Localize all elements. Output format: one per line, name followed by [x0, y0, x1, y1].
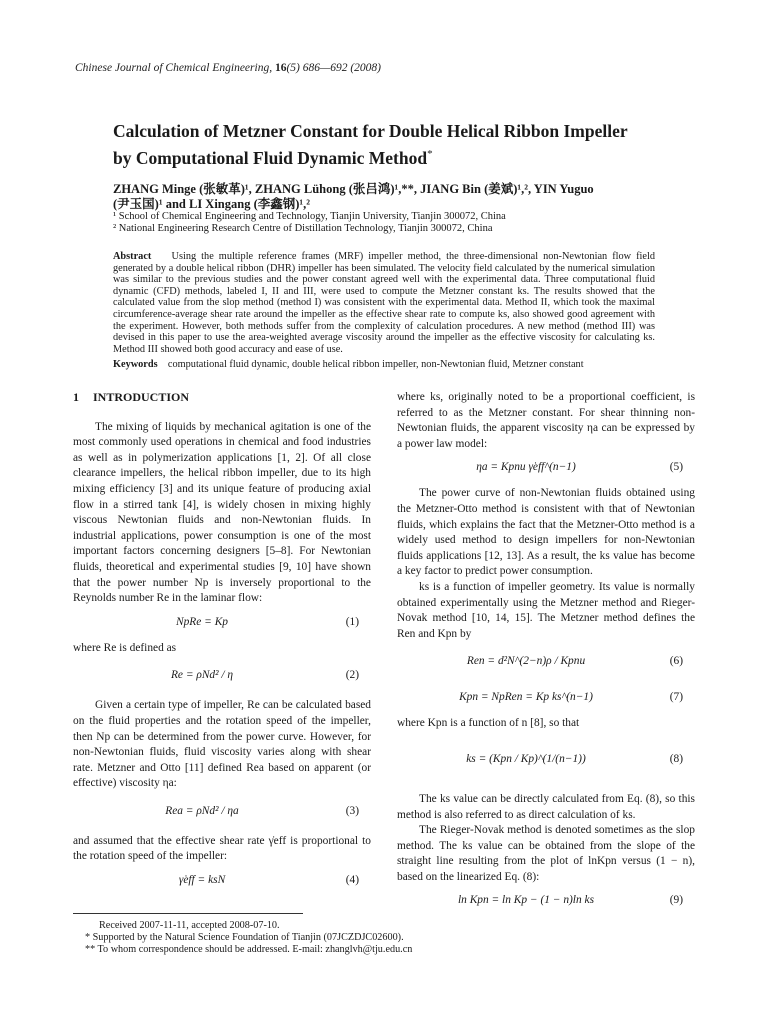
right-paragraph-1: where ks, originally noted to be a proportional coefficient, is referred to as the Metzner constant. For shear thinning non-Newtonian fluids, the apparent viscosity ηa can be expressed by a power law model:: [397, 391, 695, 450]
keywords: [113, 359, 655, 371]
equation-4-expr: γ̇eff = ksN: [178, 874, 226, 887]
author-line-2: (尹玉国)¹ and LI Xingang (李鑫钢)¹,²: [113, 197, 311, 211]
left-column: [73, 390, 371, 899]
equation-1: [73, 609, 371, 639]
equation-5-number: (5): [669, 461, 683, 474]
abstract-text: Using the multiple reference frames (MRF) impeller method, the three-dimensional non-Newtonian flow field generated by a double helical ribbon (DHR) impeller has been simulated. The velocity field calculated by the numerical simulation was similar to the previous studies and the power constant agreed well with the experimental data. Three computational fluid dynamic (CFD) methods, labeled I, II and III, were used to compute the Metzner constant ks. The results showed that the calculated value from the slop method (method I) was consistent with the experimental data. Method II, which took the maximal circumference-average shear rate around the impeller as the effective shear rate to compute ks, also showed good agreement with the experiment. However, both methods suffer from the complexity of calculation procedures. A new method (method III) was devised in this paper to use the area-weighted average viscosity around the impeller as the effective viscosity for calculating ks. Method III showed both good accuracy and ease of use.: [113, 251, 656, 355]
equation-3-number: (3): [345, 804, 359, 817]
equation-8: [397, 734, 695, 790]
footnote-funding: * Supported by the Natural Science Foundation of Tianjin (07JCZDJC02600).: [85, 932, 404, 943]
equation-9: [397, 887, 695, 917]
equation-1-expr: NpRe = Kp: [176, 615, 228, 628]
keywords-text: computational fluid dynamic, double helical ribbon impeller, non-Newtonian fluid, Metzner constant: [167, 359, 584, 370]
equation-7: [397, 684, 695, 714]
right-paragraph-2: The power curve of non-Newtonian fluids obtained using the Metzner-Otto method is consistent with that of Newtonian fluids, which explains the fact that the Metzner-Otto method is a widely used method to design impellers for non-Newtonian fluids applications [12, 13]. As a result, the ks value has become a key factor to predict power consumption.: [397, 487, 695, 578]
title-footnote-mark: *: [427, 148, 433, 160]
paper-title: [113, 120, 673, 170]
equation-6: [397, 644, 695, 682]
journal-volume: 16: [274, 62, 287, 74]
journal-issue-pages: (5) 686—692 (2008): [286, 62, 381, 74]
author-line-1: ZHANG Minge (张敏革)¹, ZHANG Lühong (张吕鸿)¹,**, JIANG Bin (姜斌)¹,², YIN Yuguo: [113, 182, 594, 196]
title-line-1: Calculation of Metzner Constant for Double Helical Ribbon Impeller: [113, 121, 628, 141]
equation-3-expr: Rea = ρNd² / ηa: [165, 804, 239, 817]
footnote-correspondence: ** To whom correspondence should be addressed. E-mail: zhanglvh@tju.edu.cn: [85, 944, 413, 955]
equation-9-number: (9): [669, 894, 683, 907]
title-line-2: by Computational Fluid Dynamic Method: [113, 147, 428, 168]
affiliation-1: ¹ School of Chemical Engineering and Technology, Tianjin University, Tianjin 300072, China: [113, 211, 506, 222]
equation-9-expr: ln Kpn = ln Kp − (1 − n)ln ks: [457, 894, 594, 907]
equation-8-number: (8): [669, 752, 683, 765]
equation-6-number: (6): [669, 655, 683, 668]
equation-4-number: (4): [345, 874, 359, 887]
right-column: [397, 390, 695, 919]
footnote-received: Received 2007-11-11, accepted 2008-07-10.: [99, 920, 280, 931]
equation-1-number: (1): [345, 615, 359, 628]
right-paragraph-5: The ks value can be directly calculated from Eq. (8), so this method is also referred to as direct calculation of ks.: [397, 792, 695, 821]
equation-5-expr: ηa = Kpnu γ̇eff^(n−1): [476, 461, 576, 474]
equation-2: [73, 658, 371, 696]
right-paragraph-3: ks is a function of impeller geometry. Its value is normally obtained experimentally using the Metzner method and Rieger-Novak method [10, 14, 15]. The Metzner method defines the Ren and Kpn by: [397, 580, 695, 640]
journal-name: Chinese Journal of Chemical Engineering,: [75, 62, 273, 74]
footnote-divider: [73, 913, 303, 914]
equation-6-expr: Ren = d²N^(2−n)ρ / Kpnu: [466, 655, 586, 668]
equation-8-expr: ks = (Kpn / Kp)^(1/(n−1)): [466, 752, 586, 765]
journal-header: [75, 62, 381, 74]
equation-4: [73, 867, 371, 897]
equation-7-expr: Kpn = NpRen = Kp ks^(n−1): [459, 691, 593, 704]
abstract: [113, 251, 655, 355]
section-title: INTRODUCTION: [93, 390, 190, 404]
abstract-label: Abstract: [113, 251, 152, 262]
right-paragraph-6: The Rieger-Novak method is denoted sometimes as the slop method. The ks value can be obtained from the slope of the straight line resulting from the plot of lnKpn versus (1 − n), based on the linearized Eq. (8):: [397, 824, 695, 883]
equation-2-number: (2): [345, 669, 359, 682]
affiliation-2: ² National Engineering Research Centre of Distillation Technology, Tianjin 300072, China: [113, 223, 493, 234]
keywords-label: Keywords: [113, 359, 158, 370]
section-number: 1: [73, 390, 79, 404]
intro-paragraph-1: The mixing of liquids by mechanical agitation is one of the most commonly used operations in chemical and food industries as well as in polymerization applications [1, 2]. Of all close clearance impellers, the helical ribbon impeller, due to its high mixing efficiency [3] and its unique feature of producing axial flow in a stirred tank [4], is widely chosen in mixing highly viscous Newtonian fluids and non-Newtonian fluids. In industrial applications, power consumption is one of the most important factors concerning designers [5–8]. For Newtonian fluids, theoretical and experimental studies [9, 10] have shown that the power number Np is inversely proportional to the Reynolds number Re in the laminar flow:: [73, 420, 371, 605]
author-list: [113, 182, 673, 212]
equation-5: [397, 454, 695, 484]
equation-3: [73, 794, 371, 832]
footnotes: [85, 920, 685, 956]
right-paragraph-4: where Kpn is a function of n [8], so that: [397, 717, 580, 730]
intro-paragraph-3: Given a certain type of impeller, Re can be calculated based on the fluid properties and the rotation speed of the impeller, then Np can be determined from the power curve. However, for non-Newtonian fluids, fluid viscosity varies along with shear rate. Metzner and Otto [11] defined Rea based on apparent (or effective) viscosity ηa:: [73, 699, 371, 790]
intro-paragraph-4: and assumed that the effective shear rate γ̇eff is proportional to the rotation speed of the impeller:: [73, 834, 371, 863]
equation-2-expr: Re = ρNd² / η: [170, 669, 234, 682]
equation-7-number: (7): [669, 691, 683, 704]
section-heading: [73, 390, 371, 406]
intro-paragraph-2: where Re is defined as: [73, 641, 177, 654]
